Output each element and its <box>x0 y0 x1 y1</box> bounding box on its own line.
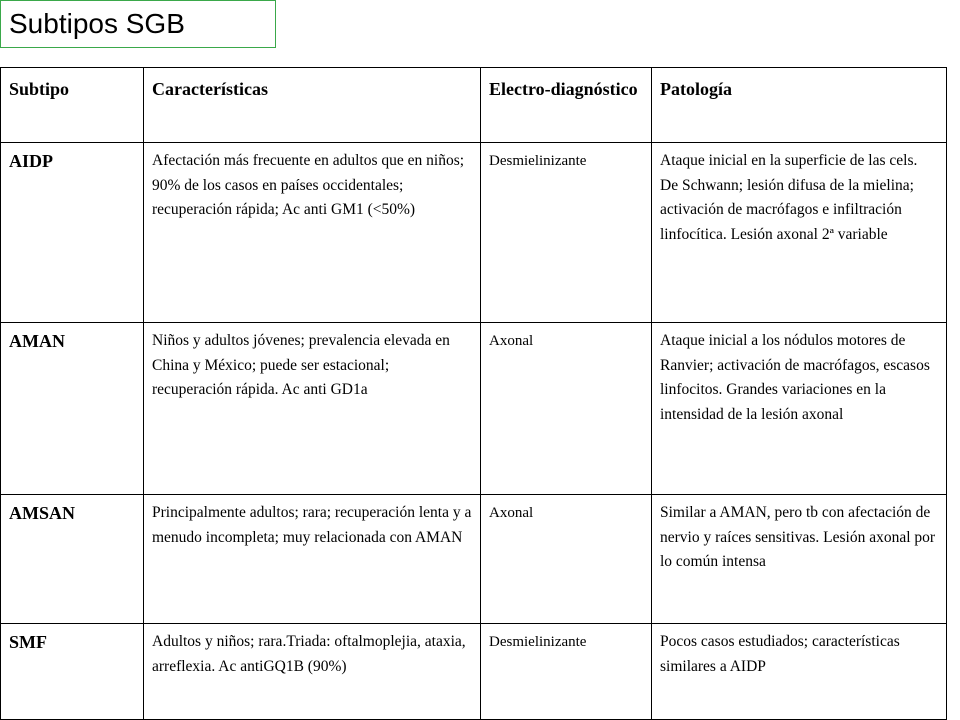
pathology-cell: Ataque inicial en la superficie de las cels. De Schwann; lesión difusa de la mielina; activación de macrófagos e infiltración linfocítica. Lesión axonal 2ª variable <box>652 143 947 323</box>
table-row <box>1 323 947 495</box>
pathology-cell: Similar a AMAN, pero tb con afectación de nervio y raíces sensitivas. Lesión axonal por lo común intensa <box>652 495 947 624</box>
subtype-cell: AIDP <box>1 143 144 323</box>
subtype-cell: AMSAN <box>1 495 144 624</box>
electrodiagnosis-cell: Desmielinizante <box>481 143 652 323</box>
characteristics-cell: Adultos y niños; rara.Triada: oftalmoplejia, ataxia, arreflexia. Ac antiGQ1B (90%) <box>144 624 481 720</box>
header-subtype: Subtipo <box>1 68 144 143</box>
characteristics-cell: Principalmente adultos; rara; recuperación lenta y a menudo incompleta; muy relacionada con AMAN <box>144 495 481 624</box>
table-row <box>1 495 947 624</box>
subtype-cell: SMF <box>1 624 144 720</box>
page-title: Subtipos SGB <box>0 0 276 48</box>
subtype-cell: AMAN <box>1 323 144 495</box>
electrodiagnosis-cell: Axonal <box>481 495 652 624</box>
header-electrodiagnosis: Electro-diagnóstico <box>481 68 652 143</box>
subtypes-table <box>0 67 947 720</box>
characteristics-cell: Niños y adultos jóvenes; prevalencia elevada en China y México; puede ser estacional; recuperación rápida. Ac anti GD1a <box>144 323 481 495</box>
pathology-cell: Ataque inicial a los nódulos motores de Ranvier; activación de macrófagos, escasos linfocitos. Grandes variaciones en la intensidad de la lesión axonal <box>652 323 947 495</box>
table-header-row <box>1 68 947 143</box>
table-row <box>1 624 947 720</box>
table-row <box>1 143 947 323</box>
header-characteristics: Características <box>144 68 481 143</box>
electrodiagnosis-cell: Desmielinizante <box>481 624 652 720</box>
pathology-cell: Pocos casos estudiados; características similares a AIDP <box>652 624 947 720</box>
characteristics-cell: Afectación más frecuente en adultos que en niños; 90% de los casos en países occidentales; recuperación rápida; Ac anti GM1 (<50%) <box>144 143 481 323</box>
electrodiagnosis-cell: Axonal <box>481 323 652 495</box>
header-pathology: Patología <box>652 68 947 143</box>
